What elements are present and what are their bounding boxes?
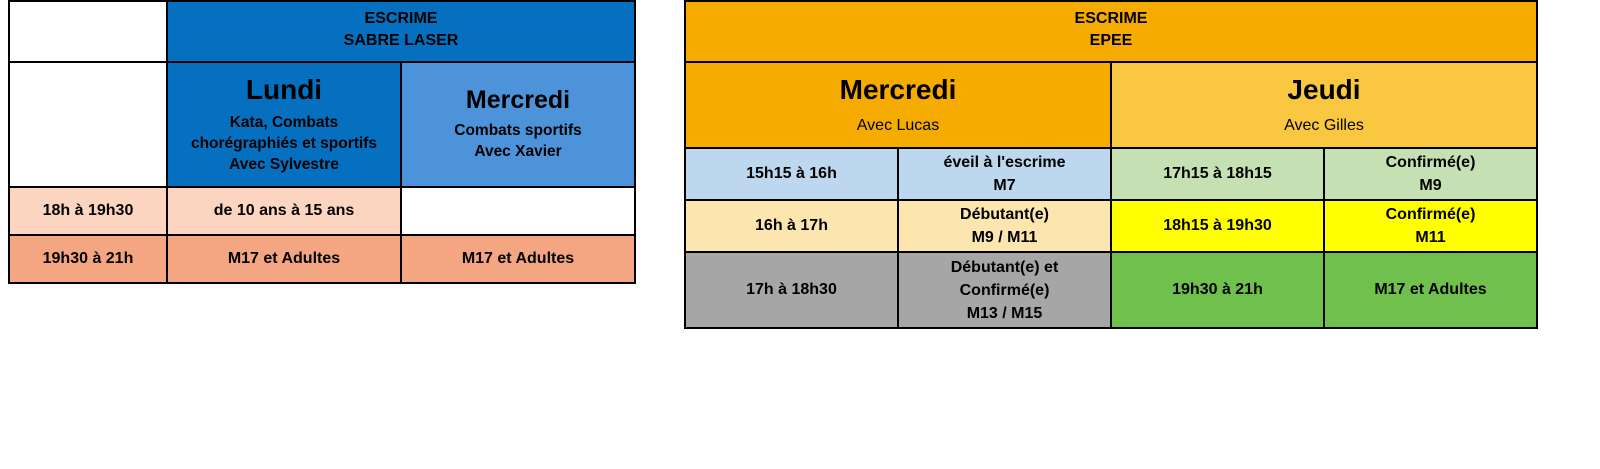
table-row [9, 62, 635, 187]
time-slot-cell: 15h15 à 16h [685, 148, 898, 200]
day-detail-line: Avec Sylvestre [229, 155, 339, 173]
epee-banner [685, 1, 1537, 62]
group-label-line: M11 [1415, 229, 1446, 247]
group-cell-mercredi [898, 148, 1111, 200]
sabre-banner [167, 1, 635, 62]
epee-schedule-table [684, 0, 1538, 329]
day-name: Mercredi [839, 74, 957, 106]
spacer-cell [9, 1, 167, 62]
empty-cell-mercredi [401, 187, 635, 235]
day-name: Mercredi [465, 85, 571, 114]
table-row [9, 187, 635, 235]
sabre-banner-line2: SABRE LASER [343, 31, 459, 49]
day-detail-line: Avec Xavier [474, 143, 562, 161]
day-name: Lundi [245, 74, 323, 106]
day-name: Jeudi [1287, 74, 1361, 106]
time-slot-cell: 19h30 à 21h [1111, 252, 1324, 328]
time-slot-cell: 16h à 17h [685, 200, 898, 252]
day-header-jeudi [1111, 62, 1537, 147]
table-row [9, 235, 635, 283]
day-detail-line: chorégraphiés et sportifs [190, 134, 378, 152]
group-cell-jeudi: M17 et Adultes [1324, 252, 1537, 328]
time-slot-cell: 18h à 19h30 [9, 187, 167, 235]
group-label-line: Débutant(e) [960, 205, 1049, 223]
sabre-laser-schedule-table [8, 0, 636, 284]
group-cell-lundi: M17 et Adultes [167, 235, 401, 283]
group-cell-jeudi [1324, 200, 1537, 252]
group-label-line: M9 / M11 [971, 229, 1038, 247]
sabre-banner-line1: ESCRIME [364, 10, 438, 27]
epee-banner-line1: ESCRIME [1074, 10, 1148, 27]
group-label-line: M13 / M15 [966, 304, 1043, 322]
table-row [9, 1, 635, 62]
table-row [685, 148, 1537, 200]
group-label-line: Débutant(e) et [950, 258, 1059, 276]
group-label-line: Confirmé(e) [1385, 153, 1476, 171]
group-cell-mercredi [898, 200, 1111, 252]
time-slot-cell: 17h15 à 18h15 [1111, 148, 1324, 200]
group-label-line: M9 [1419, 176, 1442, 194]
group-label-line: Confirmé(e) [959, 281, 1050, 299]
day-header-mercredi-epee [685, 62, 1111, 147]
day-detail-line: Avec Lucas [856, 116, 940, 134]
day-header-lundi [167, 62, 401, 187]
group-label-line: M7 [993, 176, 1016, 194]
group-cell-mercredi: M17 et Adultes [401, 235, 635, 283]
table-row [685, 62, 1537, 147]
day-detail-line: Avec Gilles [1284, 116, 1364, 134]
day-detail-line: Kata, Combats [229, 113, 339, 131]
time-slot-cell: 19h30 à 21h [9, 235, 167, 283]
day-detail-line: Combats sportifs [454, 122, 582, 140]
group-label-line: éveil à l'escrime [943, 153, 1066, 171]
group-cell-mercredi [898, 252, 1111, 328]
table-row [685, 252, 1537, 328]
table-row [685, 1, 1537, 62]
time-slot-cell: 17h à 18h30 [685, 252, 898, 328]
spacer-cell [9, 62, 167, 187]
table-row [685, 200, 1537, 252]
day-header-mercredi-sabre [401, 62, 635, 187]
group-cell-lundi: de 10 ans à 15 ans [167, 187, 401, 235]
group-label-line: Confirmé(e) [1385, 205, 1476, 223]
group-cell-jeudi [1324, 148, 1537, 200]
epee-banner-line2: EPEE [1089, 31, 1133, 49]
time-slot-cell: 18h15 à 19h30 [1111, 200, 1324, 252]
